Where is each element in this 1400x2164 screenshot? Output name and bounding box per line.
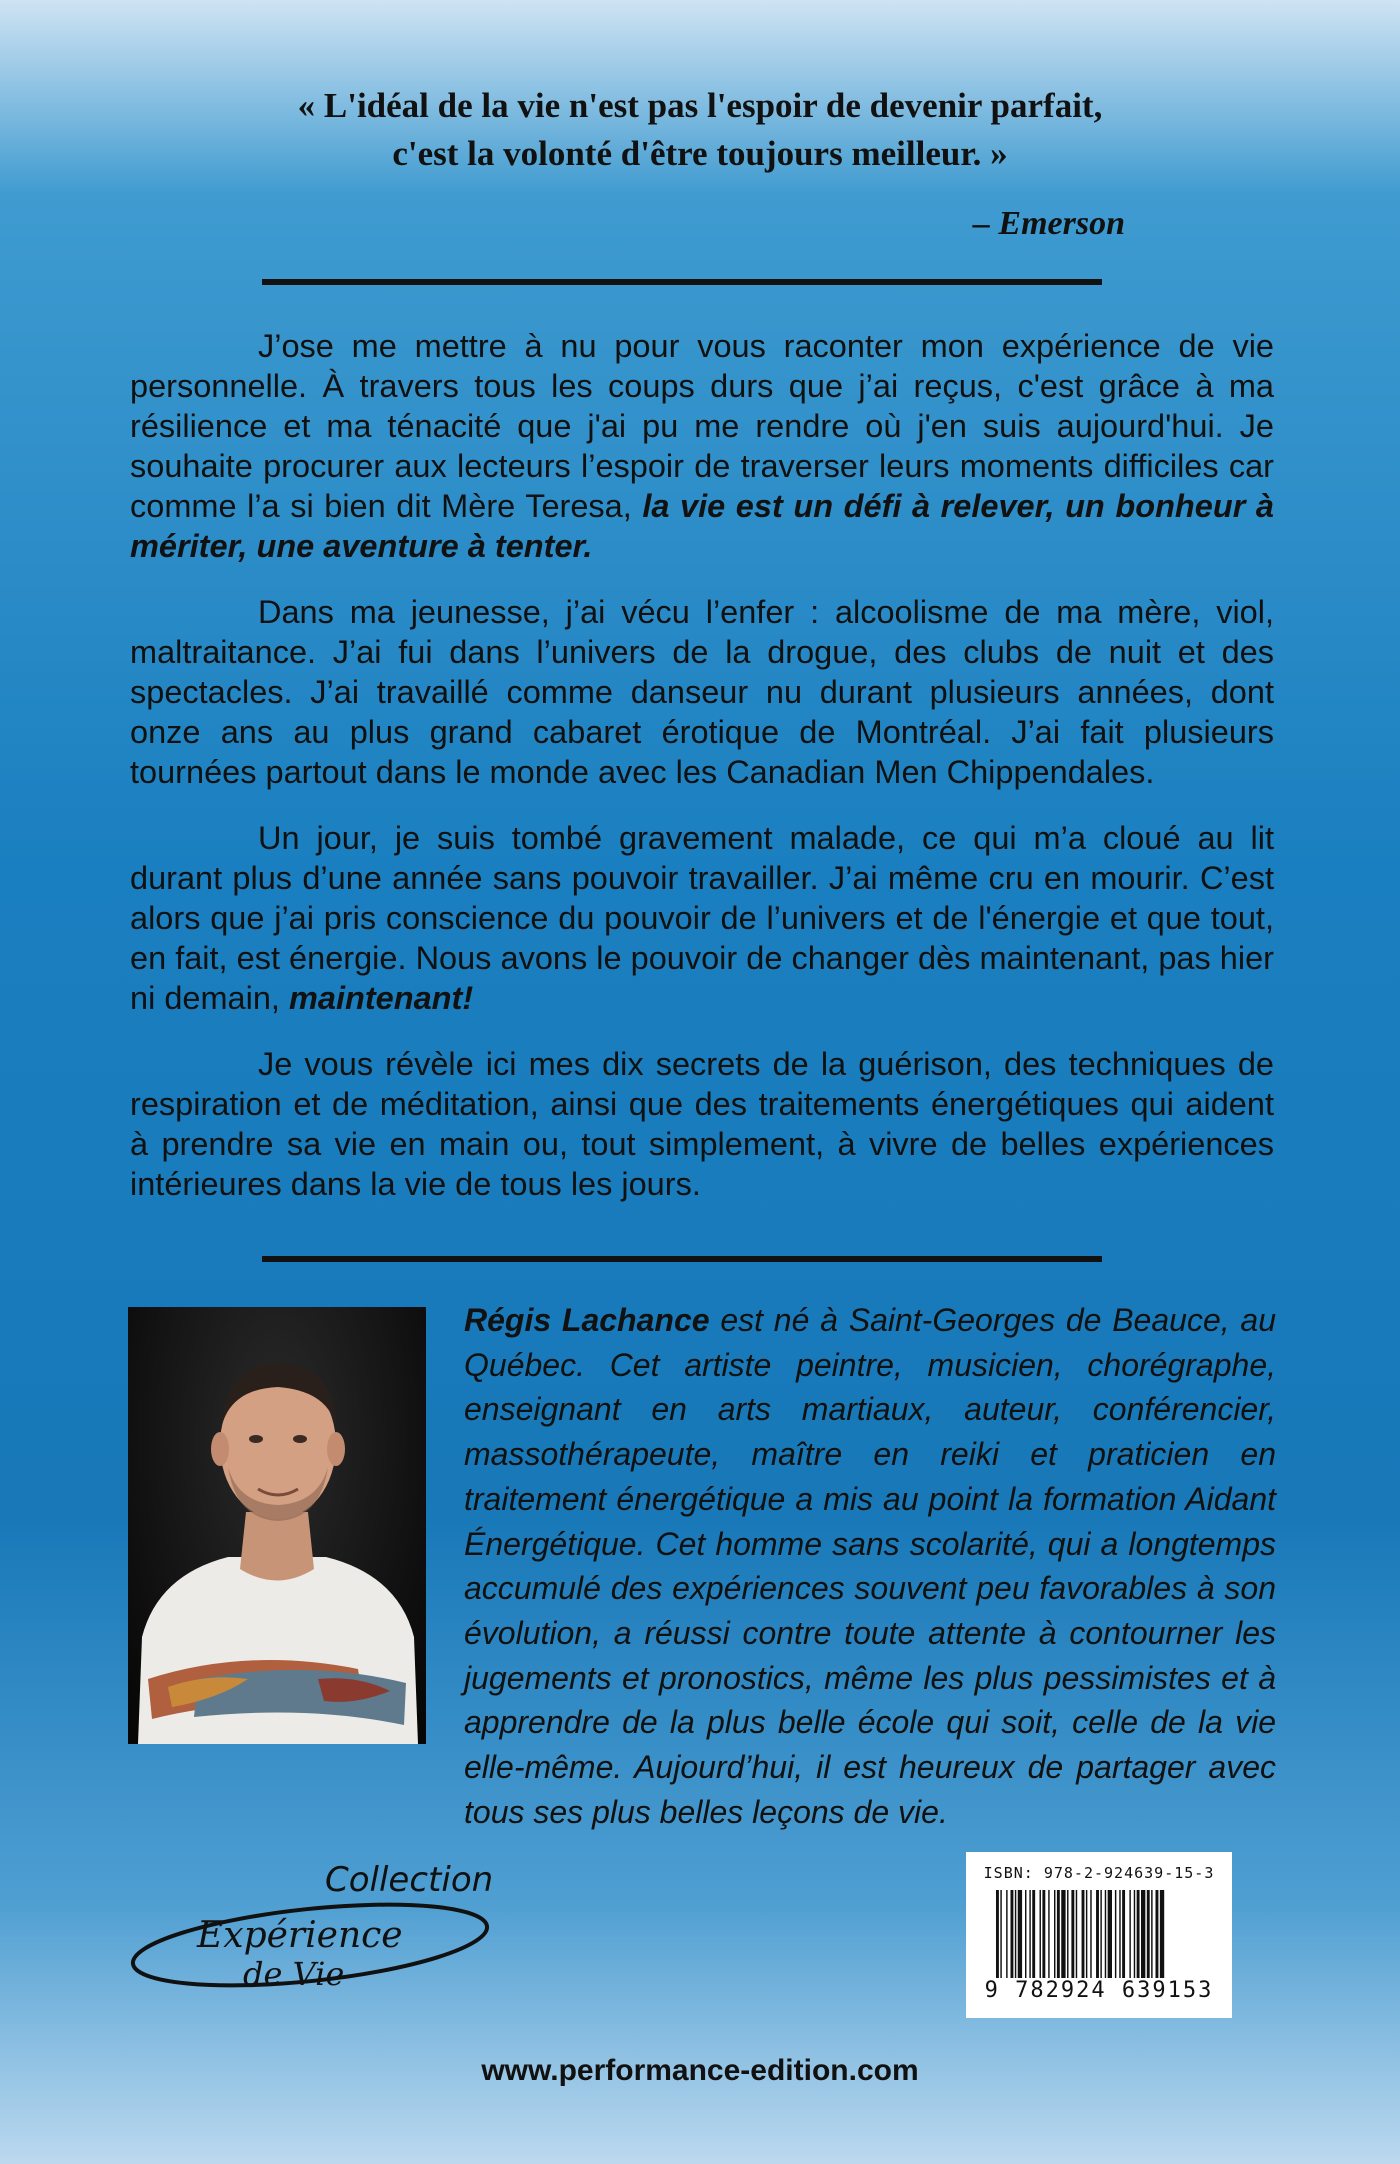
collection-logo [125,1855,505,2000]
barcode-bar [1134,1890,1135,1978]
barcode-bar [1054,1890,1055,1978]
barcode-bars [996,1890,1206,1980]
barcode-bar [1156,1890,1159,1978]
barcode-bar [1029,1890,1030,1978]
barcode-bar [1067,1890,1068,1978]
barcode-bar [1086,1890,1087,1978]
blurb-paragraph-2: Dans ma jeunesse, j’ai vécu l’enfer : alcoolisme de ma mère, viol, maltraitance. J’ai fui dans l’univers de la drogue, des clubs de nuit et des spectacles. J’ai travaillé comme danseur nu durant plusieurs années, dont onze ans au plus grand cabaret érotique de Montréal. J’ai fait plusieurs tournées partout dans le monde avec les Canadian Men Chippendales. [130,594,1274,790]
barcode-bar [1082,1890,1085,1978]
barcode-bar [1105,1890,1106,1978]
barcode-bar [1100,1890,1101,1978]
barcode-bar [1147,1890,1150,1978]
author-bio [464,1298,1276,1834]
barcode-bar [1076,1890,1077,1978]
barcode-bar [1057,1890,1060,1978]
blurb-p3-emphasis: maintenant! [288,980,474,1016]
quote-line-1: « L'idéal de la vie n'est pas l'espoir de devenir parfait, [297,86,1103,125]
barcode-digits-left: 782924 [1015,1978,1107,2003]
blurb-paragraph-3 [130,818,1274,1018]
logo-experience-word: Expérience [197,1915,403,1956]
barcode-bar [1119,1890,1120,1978]
blurb-paragraph-1 [130,326,1274,566]
barcode-bar [1137,1890,1140,1978]
blurb-paragraph-4: Je vous révèle ici mes dix secrets de la guérison, des techniques de respiration et de méditation, ainsi que des traitements énergétiques qui aident à prendre sa vie en main ou, tout simplement, à vivre de belles expériences intérieures dans la vie de tous les jours. [130,1046,1274,1202]
author-bio-text: est né à Saint-Georges de Beauce, au Québec. Cet artiste peintre, musicien, chorégraphe, enseignant en arts martiaux, auteur, conférencier, massothérapeute, maître en reiki et praticien en traitement énergétique a mis au point la formation Aidant Énergétique. Cet homme sans scolarité, qui a longtemps accumulé des expériences souvent peu favorables à son évolution, a réussi contre toute attente à contourner les jugements et pronostics, même les plus pessimistes et à apprendre de la plus belle école qui soit, celle de la vie elle-même. Aujourd’hui, il est heureux de partager avec tous ses plus belles leçons de vie. [464,1302,1277,1830]
barcode-bar [1042,1890,1045,1978]
logo-collection-word: Collection [325,1860,494,1900]
barcode-bar [1129,1890,1130,1978]
author-name: Régis Lachance [464,1302,710,1338]
blurb-text [130,326,1274,1230]
blurb-p3-text: Un jour, je suis tombé gravement malade, ce qui m’a cloué au lit durant plus d’une année sans pouvoir travailler. J’ai même cru en mourir. C’est alors que j’ai pris conscience du pouvoir de l’univers et de l'énergie et que tout, en fait, est énergie. Nous avons le pouvoir de changer dès maintenant, pas hier ni demain, [130,820,1274,1016]
barcode-bar [1011,1890,1014,1978]
divider-bottom [262,1256,1102,1262]
barcode-bar [1090,1890,1091,1978]
publisher-website: www.performance-edition.com [481,2054,919,2087]
barcode-bar [1000,1890,1001,1978]
barcode-digits-right: 639153 [1121,1978,1214,2003]
epigraph-quote [150,82,1250,178]
barcode-bar [1122,1890,1125,1978]
isbn-barcode [966,1852,1232,2018]
barcode-digit-first: 9 [984,1978,1000,2003]
logo-de-vie-word: de Vie [243,1955,345,1993]
barcode-bar [996,1890,999,1978]
barcode-bar [1032,1890,1035,1978]
collection-logo-graphic [125,1855,505,2000]
barcode-bar [1115,1890,1116,1978]
quote-line-2: c'est la volonté d'être toujours meilleur. » [392,134,1008,173]
quote-author: – Emerson [972,205,1125,242]
barcode-bar [1151,1890,1152,1978]
barcode-bar [1006,1890,1007,1978]
barcode-bar [1040,1890,1041,1978]
barcode-bar [1160,1890,1164,1978]
isbn-label: ISBN: 978-2-924639-15-3 [983,1864,1215,1882]
barcode-bar [1048,1890,1049,1978]
barcode-bar [1061,1890,1065,1978]
barcode-bar [1018,1890,1022,1978]
author-portrait-illustration [128,1307,426,1744]
barcode-bar [1071,1890,1074,1978]
barcode-bar [1141,1890,1145,1978]
blurb-p1-text: J’ose me mettre à nu pour vous raconter mon expérience de vie personnelle. À travers tous les coups durs que j’ai reçus, c'est grâce à ma résilience et ma ténacité que j'ai pu me rendre où j'en suis aujourd'hui. Je souhaite procurer aux lecteurs l’espoir de traverser leurs moments difficiles car comme l’a si bien dit Mère Teresa, [130,328,1274,524]
barcode-bar [1108,1890,1112,1978]
barcode-bar [1025,1890,1026,1978]
divider-top [262,279,1102,285]
author-photo [128,1307,426,1744]
barcode-bar [1096,1890,1099,1978]
barcode-bar [1015,1890,1016,1978]
blurb-p1-emphasis: la vie est un défi à relever, un bonheur à mériter, une aventure à tenter. [130,488,1274,564]
barcode-digits [966,1978,1232,2003]
